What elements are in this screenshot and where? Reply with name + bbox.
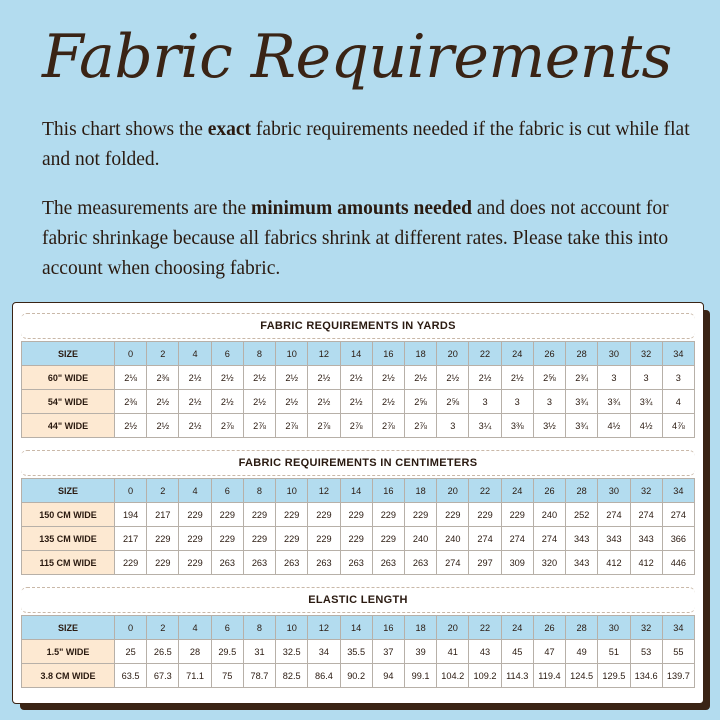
intro-text: and does not account for fabric shrinkage because all fabrics shrink at different rates. Please take this into account when choosing fabric. [42,198,669,279]
table-cell: 3¼ [469,414,501,438]
table-cell: 3½ [533,414,565,438]
table-cell: 86.4 [308,664,340,688]
table-cell: 229 [340,527,372,551]
table-cell: 2½ [211,366,243,390]
table-cell: 343 [598,527,630,551]
table-cell: 229 [179,503,211,527]
row-label: 54" WIDE [22,390,115,414]
table-cell: 104.2 [437,664,469,688]
size-header-cell: SIZE [22,342,115,366]
table-cell: 2⅞ [308,414,340,438]
table-cell: 2⅜ [115,390,147,414]
size-column-header: 4 [179,342,211,366]
table-cell: 63.5 [115,664,147,688]
table-cell: 263 [372,551,404,575]
intro-text: This chart shows the [42,119,208,140]
table-row [22,640,695,664]
header-row [22,479,695,503]
table-cell: 2⅝ [437,390,469,414]
table-cell: 2½ [469,366,501,390]
table-cell: 229 [404,503,436,527]
table-cell: 274 [469,527,501,551]
table-cell: 309 [501,551,533,575]
size-column-header: 16 [372,479,404,503]
size-column-header: 22 [469,342,501,366]
table-cell: 31 [243,640,275,664]
size-column-header: 22 [469,616,501,640]
table-cell: 82.5 [276,664,308,688]
size-column-header: 12 [308,479,340,503]
size-column-header: 22 [469,479,501,503]
centimeters-section [21,450,695,575]
intro-text: The measurements are the [42,198,251,219]
table-cell: 2⅞ [372,414,404,438]
size-column-header: 6 [211,342,243,366]
row-label: 3.8 CM WIDE [22,664,115,688]
size-column-header: 24 [501,616,533,640]
section-title: FABRIC REQUIREMENTS IN YARDS [21,313,695,339]
size-column-header: 2 [147,342,179,366]
table-cell: 252 [566,503,598,527]
table-cell: 263 [243,551,275,575]
size-column-header: 12 [308,616,340,640]
table-cell: 263 [276,551,308,575]
table-cell: 343 [566,551,598,575]
table-cell: 2½ [243,366,275,390]
table-cell: 71.1 [179,664,211,688]
table-cell: 229 [308,527,340,551]
table-cell: 194 [115,503,147,527]
table-cell: 2½ [276,366,308,390]
size-column-header: 20 [437,479,469,503]
row-label: 60" WIDE [22,366,115,390]
size-column-header: 32 [630,616,662,640]
table-cell: 2½ [147,414,179,438]
size-column-header: 34 [662,479,694,503]
size-column-header: 16 [372,616,404,640]
table-cell: 320 [533,551,565,575]
table-cell: 366 [662,527,694,551]
table-cell: 99.1 [404,664,436,688]
size-column-header: 16 [372,342,404,366]
size-column-header: 18 [404,616,436,640]
table-cell: 2⅛ [115,366,147,390]
table-row [22,390,695,414]
table-cell: 4½ [598,414,630,438]
table-cell: 2½ [372,366,404,390]
table-cell: 412 [630,551,662,575]
elastic-section [21,587,695,688]
table-cell: 2½ [308,366,340,390]
table-cell: 41 [437,640,469,664]
table-cell: 229 [147,551,179,575]
size-column-header: 4 [179,479,211,503]
section-title: ELASTIC LENGTH [21,587,695,613]
size-column-header: 26 [533,342,565,366]
size-column-header: 28 [566,479,598,503]
table-cell: 26.5 [147,640,179,664]
table-cell: 240 [404,527,436,551]
size-column-header: 0 [115,616,147,640]
table-cell: 229 [501,503,533,527]
table-cell: 49 [566,640,598,664]
table-cell: 217 [115,527,147,551]
table-cell: 343 [630,527,662,551]
table-cell: 35.5 [340,640,372,664]
row-label: 135 CM WIDE [22,527,115,551]
table-cell: 2½ [501,366,533,390]
table-cell: 2½ [308,390,340,414]
size-column-header: 26 [533,479,565,503]
size-column-header: 18 [404,342,436,366]
table-cell: 274 [662,503,694,527]
table-cell: 217 [147,503,179,527]
size-column-header: 28 [566,342,598,366]
table-cell: 4⅞ [662,414,694,438]
intro-text: fabric requirements needed if the fabric is cut while flat and not folded. [42,119,690,170]
size-column-header: 10 [276,479,308,503]
table-row [22,551,695,575]
size-column-header: 8 [243,616,275,640]
table-cell: 274 [630,503,662,527]
table-cell: 229 [115,551,147,575]
table-cell: 3 [598,366,630,390]
size-column-header: 30 [598,479,630,503]
size-column-header: 14 [340,616,372,640]
table-cell: 229 [179,551,211,575]
table-cell: 2⅜ [147,366,179,390]
table-cell: 229 [211,503,243,527]
table-cell: 3¾ [630,390,662,414]
size-column-header: 8 [243,342,275,366]
table-cell: 2½ [179,366,211,390]
table-cell: 3 [630,366,662,390]
table-cell: 2⅝ [404,390,436,414]
table-cell: 94 [372,664,404,688]
table-cell: 274 [501,527,533,551]
table-cell: 446 [662,551,694,575]
table-cell: 274 [598,503,630,527]
table-cell: 53 [630,640,662,664]
table-cell: 37 [372,640,404,664]
table-cell: 229 [211,527,243,551]
size-column-header: 6 [211,479,243,503]
intro-paragraph-1 [42,115,692,175]
table-cell: 240 [437,527,469,551]
row-label: 115 CM WIDE [22,551,115,575]
row-label: 1.5" WIDE [22,640,115,664]
table-cell: 3 [437,414,469,438]
size-column-header: 0 [115,479,147,503]
table-cell: 2⅝ [533,366,565,390]
intro-bold: exact [207,119,252,140]
yards-table [21,341,695,438]
table-cell: 134.6 [630,664,662,688]
table-cell: 114.3 [501,664,533,688]
table-cell: 3 [533,390,565,414]
size-column-header: 32 [630,342,662,366]
table-cell: 2½ [404,366,436,390]
table-cell: 412 [598,551,630,575]
table-cell: 2⅞ [243,414,275,438]
table-cell: 229 [308,503,340,527]
table-cell: 67.3 [147,664,179,688]
section-title: FABRIC REQUIREMENTS IN CENTIMETERS [21,450,695,476]
table-cell: 90.2 [340,664,372,688]
table-cell: 3¾ [566,390,598,414]
table-cell: 3¾ [598,390,630,414]
table-cell: 75 [211,664,243,688]
table-cell: 229 [276,527,308,551]
size-header-cell: SIZE [22,616,115,640]
table-cell: 229 [276,503,308,527]
table-cell: 229 [243,527,275,551]
table-cell: 263 [308,551,340,575]
size-column-header: 20 [437,616,469,640]
table-cell: 45 [501,640,533,664]
table-cell: 3 [501,390,533,414]
table-row [22,527,695,551]
header-row [22,342,695,366]
header-row [22,616,695,640]
size-column-header: 14 [340,479,372,503]
elastic-table [21,615,695,688]
size-column-header: 10 [276,616,308,640]
yards-section [21,313,695,438]
table-cell: 4 [662,390,694,414]
table-cell: 4½ [630,414,662,438]
table-cell: 343 [566,527,598,551]
requirements-card [12,302,704,704]
size-column-header: 34 [662,342,694,366]
table-cell: 263 [340,551,372,575]
intro-paragraph-2 [42,194,692,284]
table-cell: 2½ [276,390,308,414]
size-column-header: 20 [437,342,469,366]
table-cell: 229 [469,503,501,527]
table-cell: 34 [308,640,340,664]
table-cell: 263 [211,551,243,575]
table-cell: 274 [533,527,565,551]
size-column-header: 8 [243,479,275,503]
table-cell: 229 [179,527,211,551]
table-cell: 229 [340,503,372,527]
table-cell: 240 [533,503,565,527]
table-cell: 139.7 [662,664,694,688]
size-column-header: 30 [598,342,630,366]
table-cell: 2½ [115,414,147,438]
size-column-header: 4 [179,616,211,640]
size-column-header: 2 [147,479,179,503]
size-column-header: 30 [598,616,630,640]
table-cell: 2½ [147,390,179,414]
row-label: 44" WIDE [22,414,115,438]
table-row [22,366,695,390]
table-cell: 2¾ [566,366,598,390]
table-row [22,414,695,438]
table-cell: 119.4 [533,664,565,688]
table-cell: 2½ [340,390,372,414]
table-cell: 2⅞ [211,414,243,438]
table-cell: 29.5 [211,640,243,664]
table-cell: 129.5 [598,664,630,688]
table-cell: 229 [372,503,404,527]
table-cell: 2½ [340,366,372,390]
table-cell: 3¾ [566,414,598,438]
table-cell: 47 [533,640,565,664]
table-cell: 263 [404,551,436,575]
table-cell: 2½ [372,390,404,414]
table-cell: 55 [662,640,694,664]
table-cell: 229 [243,503,275,527]
table-cell: 3 [469,390,501,414]
size-column-header: 6 [211,616,243,640]
size-column-header: 14 [340,342,372,366]
table-cell: 78.7 [243,664,275,688]
table-cell: 2½ [243,390,275,414]
size-column-header: 26 [533,616,565,640]
table-row [22,664,695,688]
table-cell: 274 [437,551,469,575]
row-label: 150 CM WIDE [22,503,115,527]
table-cell: 39 [404,640,436,664]
table-cell: 28 [179,640,211,664]
table-cell: 2½ [179,414,211,438]
size-column-header: 18 [404,479,436,503]
table-cell: 51 [598,640,630,664]
table-cell: 2½ [179,390,211,414]
size-column-header: 34 [662,616,694,640]
size-column-header: 24 [501,479,533,503]
table-cell: 2½ [211,390,243,414]
table-cell: 2⅞ [276,414,308,438]
table-cell: 25 [115,640,147,664]
table-cell: 2½ [437,366,469,390]
size-column-header: 10 [276,342,308,366]
table-cell: 2⅞ [404,414,436,438]
table-cell: 109.2 [469,664,501,688]
size-column-header: 24 [501,342,533,366]
page-title: Fabric Requirements [42,22,672,92]
table-cell: 3 [662,366,694,390]
centimeters-table [21,478,695,575]
table-cell: 229 [437,503,469,527]
intro-bold: minimum amounts needed [251,198,473,219]
size-column-header: 32 [630,479,662,503]
table-cell: 2⅞ [340,414,372,438]
table-cell: 229 [147,527,179,551]
table-cell: 297 [469,551,501,575]
size-column-header: 2 [147,616,179,640]
table-cell: 229 [372,527,404,551]
table-cell: 124.5 [566,664,598,688]
size-column-header: 28 [566,616,598,640]
table-row [22,503,695,527]
size-column-header: 12 [308,342,340,366]
size-column-header: 0 [115,342,147,366]
table-cell: 43 [469,640,501,664]
size-header-cell: SIZE [22,479,115,503]
table-cell: 3⅜ [501,414,533,438]
table-cell: 32.5 [276,640,308,664]
